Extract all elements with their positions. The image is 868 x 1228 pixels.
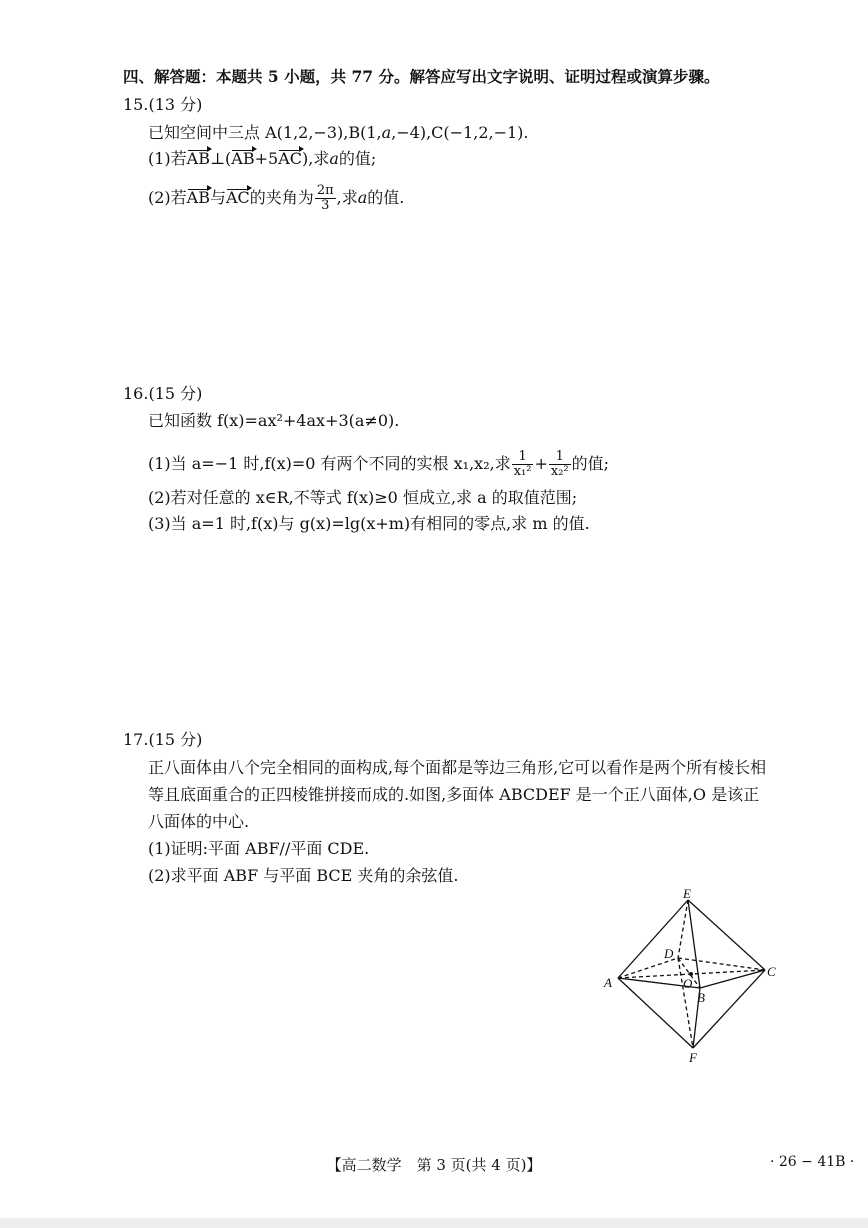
q16-part2: (2)若对任意的 x∈R,不等式 f(x)≥0 恒成立,求 a 的取值范围; — [148, 488, 578, 507]
q16-part1 — [148, 450, 609, 479]
q15-p2-frac-num: 2π — [316, 183, 334, 198]
paper-code: · 26 − 41B · — [770, 1154, 855, 1170]
q17-label: 17.(15 分) — [123, 730, 203, 749]
q15-p1-var: a — [329, 149, 339, 168]
q16-p1-fraction-2 — [549, 450, 571, 479]
q16-p1-end: 的值; — [571, 454, 610, 473]
q17-stem-line2: 等且底面重合的正四棱锥拼接而成的.如图,多面体 ABCDEF 是一个正八面体,O 是该正 — [148, 785, 760, 804]
q15-p1-pre: (1)若 — [148, 149, 187, 168]
q17-stem-line3: 八面体的中心. — [148, 812, 250, 831]
scan-bottom-band — [0, 1218, 868, 1228]
q16-label: 16.(15 分) — [123, 384, 203, 403]
q16-p1-f2-num: 1 — [549, 450, 571, 465]
q15-stem-b: ,−4),C(−1,2,−1). — [391, 123, 529, 142]
q15-p2-fraction — [315, 184, 336, 213]
q15-p2-pre: (2)若 — [148, 188, 187, 207]
q17-part1: (1)证明:平面 ABF//平面 CDE. — [148, 839, 370, 858]
q15-stem-var: a — [381, 123, 392, 142]
edge-af — [618, 978, 693, 1048]
q15-p2-var: a — [357, 188, 368, 207]
page-footer: 【高二数学 第 3 页(共 4 页)】 — [326, 1156, 542, 1174]
q17-part2: (2)求平面 ABF 与平面 BCE 夹角的余弦值. — [148, 866, 459, 885]
q15-stem — [148, 122, 529, 144]
q15-p2-mid: 与 — [209, 188, 226, 207]
q15-p1-plus: +5 — [254, 149, 279, 168]
q16-stem: 已知函数 f(x)=ax²+4ax+3(a≠0). — [148, 411, 400, 430]
octahedron-figure — [600, 888, 800, 1068]
vertex-label-a: A — [604, 975, 612, 990]
q15-p1-vector-ab-2: AB — [231, 149, 255, 168]
q15-p1-perp: ⊥( — [209, 149, 232, 168]
q16-p1-f1-den: x₁² — [513, 464, 532, 479]
q15-p1-vector-ab: AB — [186, 149, 210, 168]
vertex-label-f: F — [689, 1050, 697, 1065]
q15-stem-a: 已知空间中三点 A(1,2,−3),B(1, — [148, 123, 382, 142]
q15-part1 — [148, 148, 376, 170]
q16-p1-pre: (1)当 a=−1 时,f(x)=0 有两个不同的实根 x₁,x₂,求 — [148, 454, 511, 473]
q16-part3: (3)当 a=1 时,f(x)与 g(x)=lg(x+m)有相同的零点,求 m 的值. — [148, 514, 590, 533]
q16-p1-f2-den: x₂² — [550, 464, 569, 479]
q15-part2 — [148, 184, 404, 213]
q16-p1-fraction-1 — [512, 450, 534, 479]
q15-p1-end: 的值; — [338, 149, 377, 168]
section-heading: 四、解答题：本题共 5 小题，共 77 分。解答应写出文字说明、证明过程或演算步骤。 — [123, 67, 720, 86]
edge-ec — [688, 900, 765, 970]
q15-p2-frac-den: 3 — [321, 198, 330, 213]
q15-p2-angle: 的夹角为 — [249, 188, 314, 207]
q15-p2-vector-ab: AB — [186, 188, 210, 207]
q15-p2-end: 的值. — [367, 188, 405, 207]
edge-cf — [693, 970, 765, 1048]
edge-df-dashed — [678, 958, 693, 1048]
vertex-label-b: B — [697, 990, 705, 1005]
q17-stem-line1: 正八面体由八个完全相同的面构成,每个面都是等边三角形,它可以看作是两个所有棱长相 — [148, 758, 767, 777]
q15-p1-post: ),求 — [301, 149, 330, 168]
vertex-label-c: C — [767, 964, 776, 979]
vertex-label-d: D — [664, 946, 674, 961]
q16-p1-plus: + — [534, 454, 548, 473]
edge-dc-dashed — [678, 958, 765, 970]
q15-label: 15.(13 分) — [123, 95, 203, 114]
vertex-label-e: E — [683, 888, 691, 901]
q15-p1-vector-ac: AC — [278, 149, 302, 168]
q15-p2-vector-ac: AC — [226, 188, 250, 207]
vertex-label-o: O — [683, 976, 693, 991]
q15-p2-post: ,求 — [336, 188, 358, 207]
q16-p1-f1-num: 1 — [512, 450, 534, 465]
